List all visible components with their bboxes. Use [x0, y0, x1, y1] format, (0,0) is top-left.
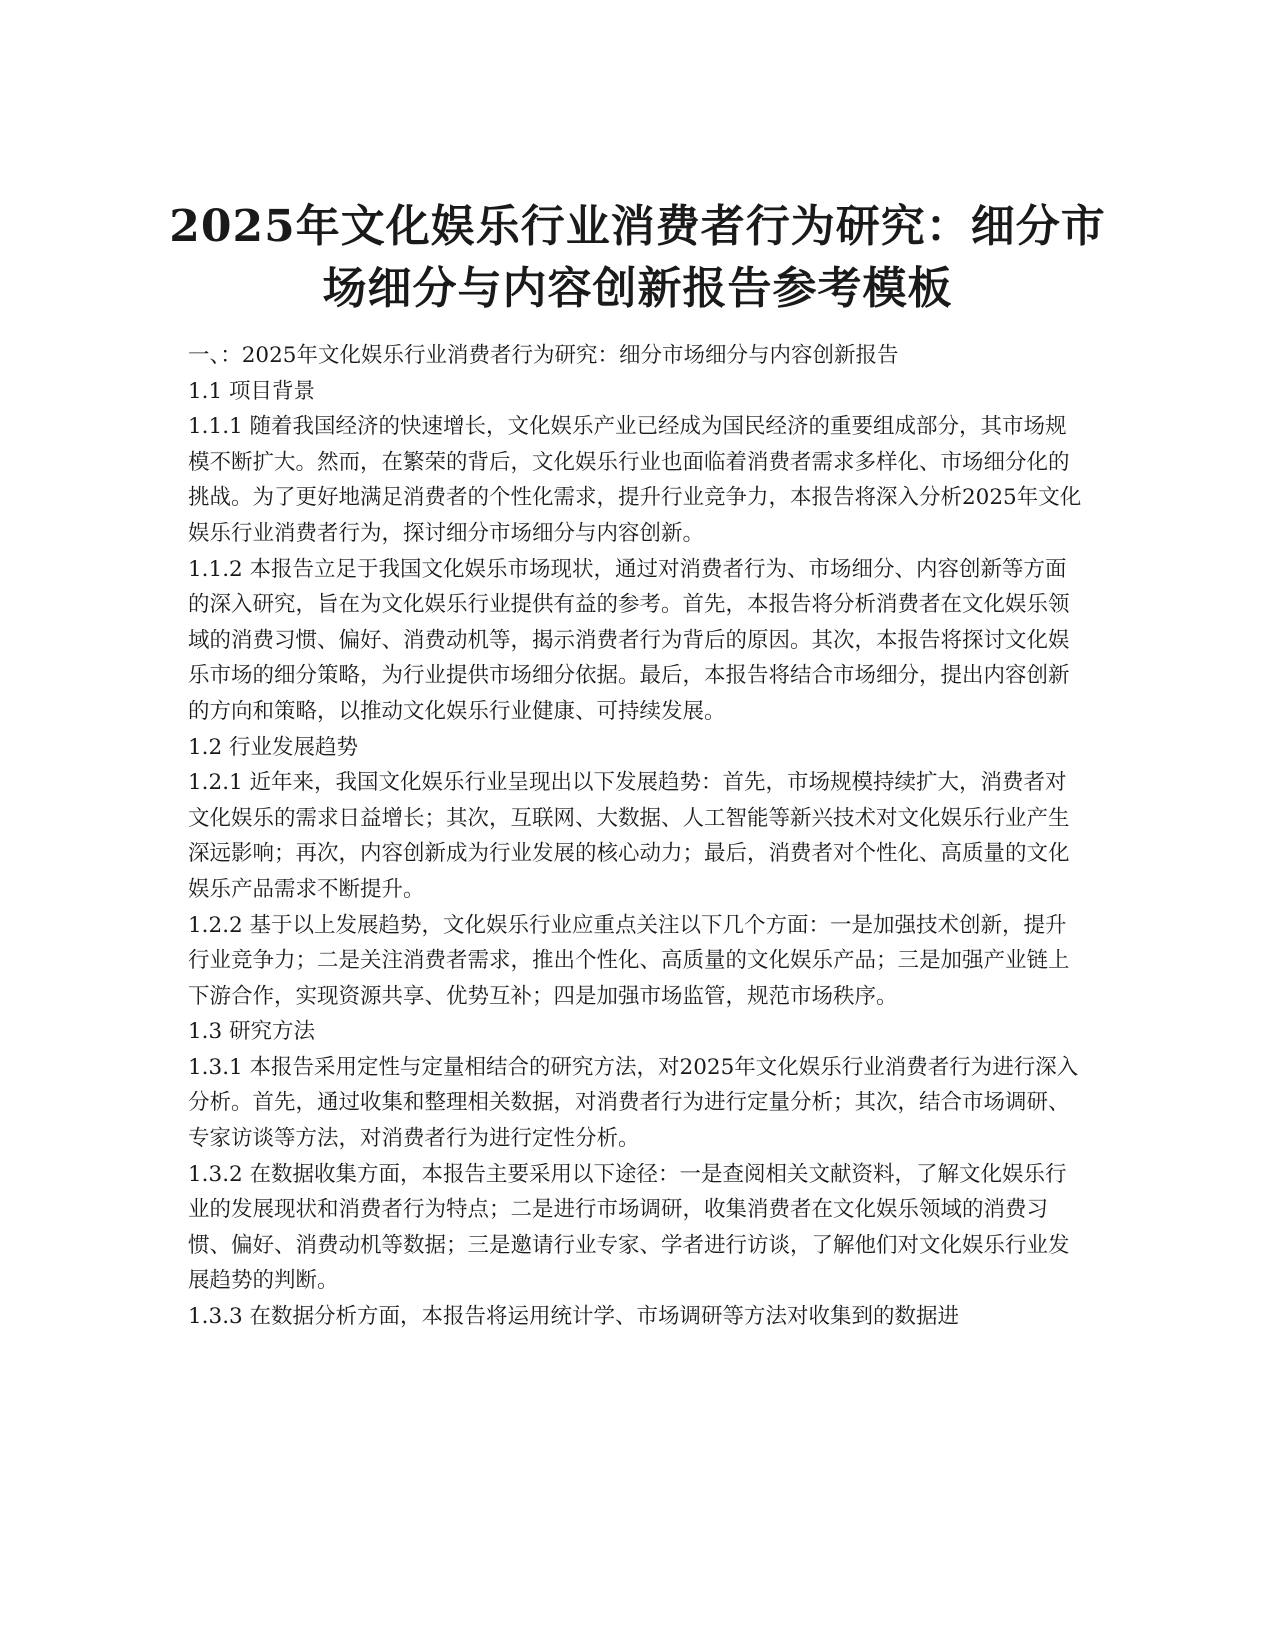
paragraph-1-3-2: 1.3.2 在数据收集方面，本报告主要采用以下途径：一是查阅相关文献资料，了解文化娱乐行业的发展现状和消费者行为特点；二是进行市场调研，收集消费者在文化娱乐领域的消费习惯、偏好、消费动机等数据；三是邀请行业专家、学者进行访谈，了解他们对文化娱乐行业发展趋势的判断。: [188, 1161, 1070, 1294]
subsection-heading-trends: 1.2 行业发展趋势: [188, 734, 359, 760]
document-body: [188, 338, 1088, 1335]
document-title: 2025年文化娱乐行业消费者行为研究：细分市场细分与内容创新报告参考模板: [169, 201, 1106, 314]
subsection-heading-methods: 1.3 研究方法: [188, 1019, 316, 1045]
paragraph-1-1-2: 1.1.2 本报告立足于我国文化娱乐市场现状，通过对消费者行为、市场细分、内容创新等方面的深入研究，旨在为文化娱乐行业提供有益的参考。首先，本报告将分析消费者在文化娱乐领域的消费习惯、偏好、消费动机等，揭示消费者行为背后的原因。其次，本报告将探讨文化娱乐市场的细分策略，为行业提供市场细分依据。最后，本报告将结合市场细分，提出内容创新的方向和策略，以推动文化娱乐行业健康、可持续发展。: [188, 556, 1070, 724]
paragraph-1-2-2: 1.2.2 基于以上发展趋势，文化娱乐行业应重点关注以下几个方面：一是加强技术创新，提升行业竞争力；二是关注消费者需求，推出个性化、高质量的文化娱乐产品；三是加强产业链上下游合作，实现资源共享、优势互补；四是加强市场监管，规范市场秩序。: [188, 912, 1070, 1009]
paragraph-1-3-1: 1.3.1 本报告采用定性与定量相结合的研究方法，对2025年文化娱乐行业消费者行为进行深入分析。首先，通过收集和整理相关数据，对消费者行为进行定量分析；其次，结合市场调研、专家访谈等方法，对消费者行为进行定性分析。: [188, 1054, 1079, 1152]
paragraph-1-1-1: 1.1.1 随着我国经济的快速增长，文化娱乐产业已经成为国民经济的重要组成部分，其市场规模不断扩大。然而，在繁荣的背后，文化娱乐行业也面临着消费者需求多样化、市场细分化的挑战。为了更好地满足消费者的个性化需求，提升行业竞争力，本报告将深入分析2025年文化娱乐行业消费者行为，探讨细分市场细分与内容创新。: [188, 414, 1082, 546]
paragraph-1-3-3: 1.3.3 在数据分析方面，本报告将运用统计学、市场调研等方法对收集到的数据进: [188, 1304, 960, 1330]
subsection-heading-background: 1.1 项目背景: [188, 378, 316, 404]
section-heading: 一、：2025年文化娱乐行业消费者行为研究：细分市场细分与内容创新报告: [188, 343, 899, 368]
paragraph-1-2-1: 1.2.1 近年来，我国文化娱乐行业呈现出以下发展趋势：首先，市场规模持续扩大，消费者对文化娱乐的需求日益增长；其次，互联网、大数据、人工智能等新兴技术对文化娱乐行业产生深远影响；再次，内容创新成为行业发展的核心动力；最后，消费者对个性化、高质量的文化娱乐产品需求不断提升。: [188, 770, 1070, 902]
